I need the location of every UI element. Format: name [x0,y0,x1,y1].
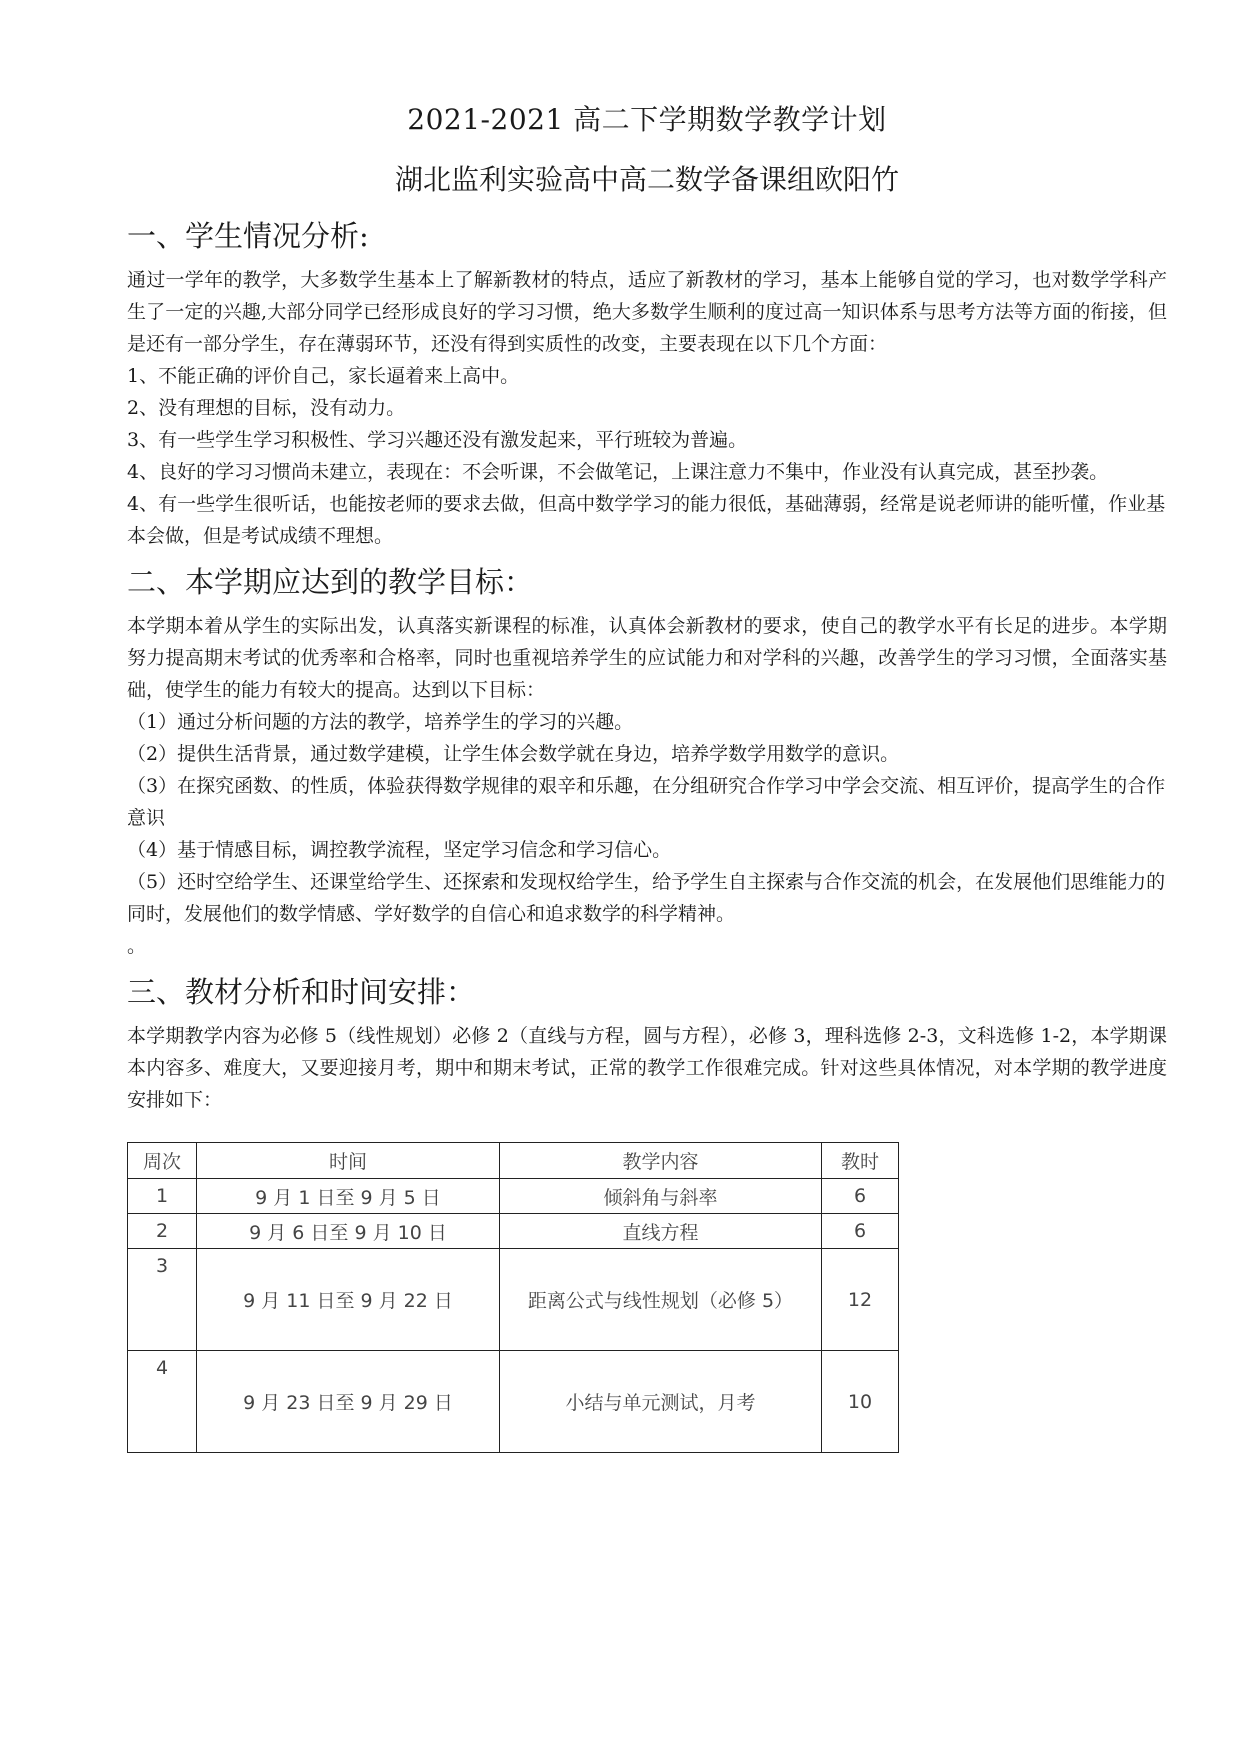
section-student-analysis [127,214,1167,552]
cell-week: 2 [128,1214,197,1249]
list-item: （1）通过分析问题的方法的教学，培养学生的学习的兴趣。 [127,711,634,733]
table-header-row [128,1143,899,1179]
cell-hours: 12 [822,1249,899,1351]
list-item: （3）在探究函数、的性质，体验获得数学规律的艰辛和乐趣，在分组研究合作学习中学会交流、相互评价，提高学生的合作意识 [127,775,1166,829]
header-week: 周次 [128,1143,197,1179]
list-item: （4）基于情感目标，调控教学流程，坚定学习信念和学习信心。 [127,839,672,861]
section-intro: 本学期本着从学生的实际出发，认真落实新课程的标准，认真体会新教材的要求，使自己的教学水平有长足的进步。本学期努力提高期末考试的优秀率和合格率，同时也重视培养学生的应试能力和对学科的兴趣，改善学生的学习习惯，全面落实基础，使学生的能力有较大的提高。达到以下目标： [127,615,1167,701]
table-row [128,1214,899,1249]
table-row [128,1249,899,1351]
header-content: 教学内容 [500,1143,822,1179]
document-title: 2021-2021 高二下学期数学教学计划 [407,103,887,136]
section-intro: 通过一学年的教学，大多数学生基本上了解新教材的特点，适应了新教材的学习，基本上能够自觉的学习，也对数学学科产生了一定的兴趣,大部分同学已经形成良好的学习习惯，绝大多数学生顺利的度过高一知识体系与思考方法等方面的衔接，但是还有一部分学生，存在薄弱环节，还没有得到实质性的改变，主要表现在以下几个方面： [127,269,1167,355]
table-row [128,1179,899,1214]
trailing-mark: 。 [127,935,147,957]
list-item: 2、没有理想的目标，没有动力。 [127,397,406,419]
cell-content: 倾斜角与斜率 [500,1179,822,1214]
cell-time: 9 月 11 日至 9 月 22 日 [197,1249,500,1351]
cell-hours: 6 [822,1214,899,1249]
cell-content: 小结与单元测试，月考 [500,1351,822,1453]
section-heading: 一、学生情况分析: [127,219,369,253]
section-intro: 本学期教学内容为必修 5（线性规划）必修 2（直线与方程，圆与方程），必修 3，理科选修 2-3，文科选修 1-2，本学期课本内容多、难度大，又要迎接月考，期中和期末考试，正常的教学工作很难完成。针对这些具体情况，对本学期的教学进度安排如下： [127,1025,1167,1111]
list-item: （5）还时空给学生、还课堂给学生、还探索和发现权给学生，给予学生自主探索与合作交流的机会，在发展他们思维能力的同时，发展他们的数学情感、学好数学的自信心和追求数学的科学精神。 [127,871,1166,925]
section-heading: 二、本学期应达到的教学目标： [127,565,534,599]
header-hours: 教时 [822,1143,899,1179]
document-subtitle: 湖北监利实验高中高二数学备课组欧阳竹 [394,163,899,196]
list-item: （2）提供生活背景，通过数学建模，让学生体会数学就在身边，培养学数学用数学的意识。 [127,743,900,765]
schedule-table [127,1142,899,1453]
section-teaching-goals [127,560,1167,962]
section-heading: 三、教材分析和时间安排： [127,975,476,1009]
cell-week: 1 [128,1179,197,1214]
cell-content: 直线方程 [500,1214,822,1249]
list-item: 4、有一些学生很听话，也能按老师的要求去做，但高中数学学习的能力很低，基础薄弱，经常是说老师讲的能听懂，作业基本会做，但是考试成绩不理想。 [127,493,1166,547]
cell-week: 3 [128,1249,197,1351]
cell-time: 9 月 23 日至 9 月 29 日 [197,1351,500,1453]
header-time: 时间 [197,1143,500,1179]
cell-week: 4 [128,1351,197,1453]
cell-hours: 6 [822,1179,899,1214]
list-item: 3、有一些学生学习积极性、学习兴趣还没有激发起来，平行班较为普遍。 [127,429,748,451]
table-row [128,1351,899,1453]
cell-time: 9 月 1 日至 9 月 5 日 [197,1179,500,1214]
section-material-schedule [127,970,1167,1453]
cell-hours: 10 [822,1351,899,1453]
list-item: 1、不能正确的评价自己，家长逼着来上高中。 [127,365,520,387]
list-item: 4、良好的学习习惯尚未建立，表现在：不会听课，不会做笔记，上课注意力不集中，作业没有认真完成，甚至抄袭。 [127,461,1109,483]
cell-time: 9 月 6 日至 9 月 10 日 [197,1214,500,1249]
document-page [127,100,1167,1461]
cell-content: 距离公式与线性规划（必修 5） [500,1249,822,1351]
